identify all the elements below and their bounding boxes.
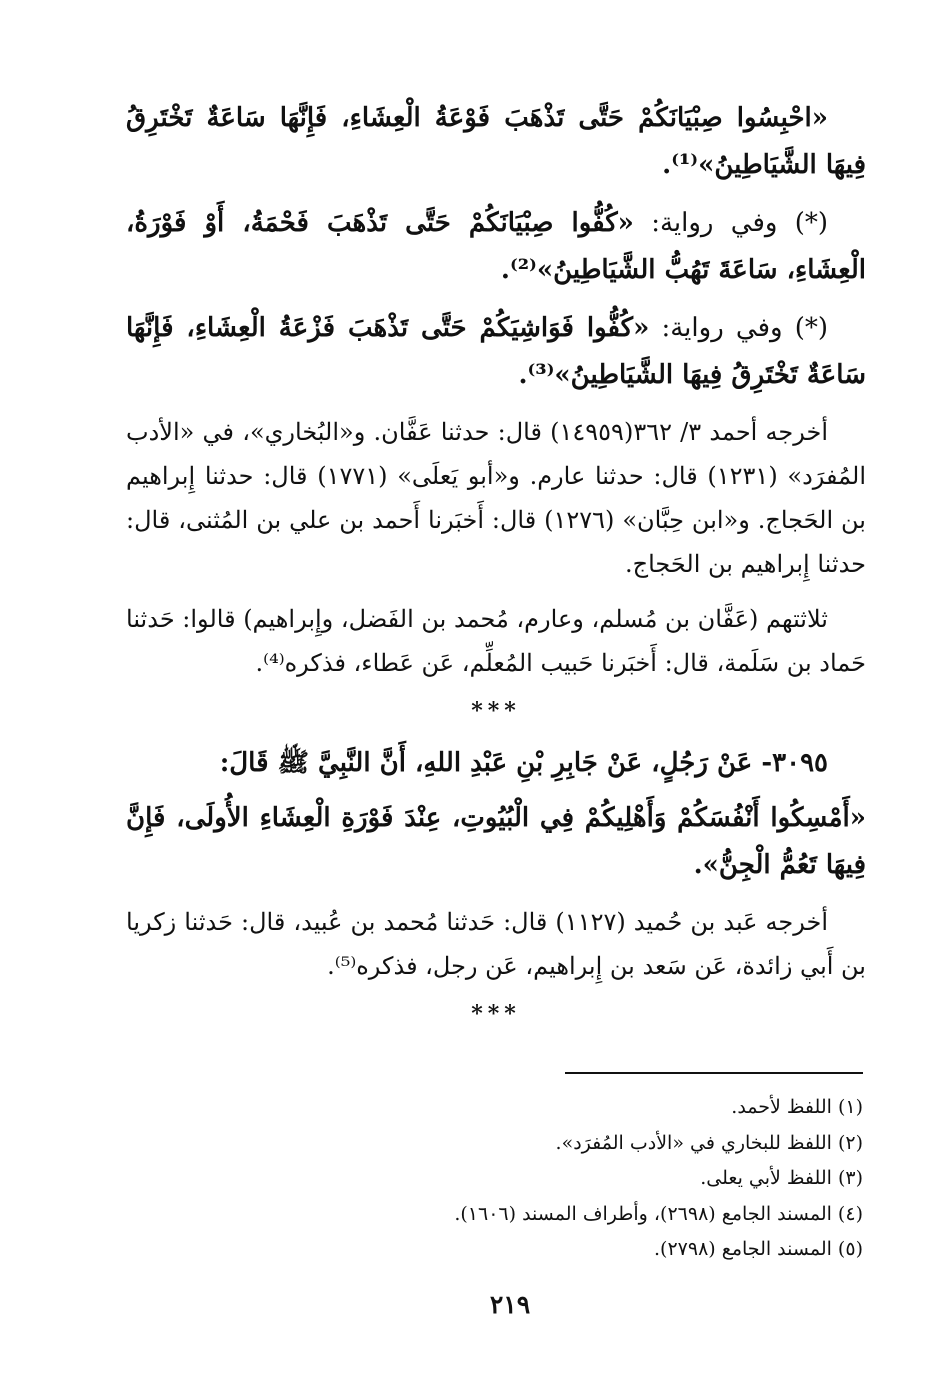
footnote-item: (١) اللفظ لأحمد.: [731, 1096, 863, 1118]
takhrij-2: ثلاثتهم (عَفَّان بن مُسلم، وعارم، مُحمد بن الفَضل، وإِبراهيم) قالوا: حَدثنا حَماد بن سَلَمة، قال: أَخبَرنا حَبيب المُعلِّم، عَن عَطاء، فذكره⁽⁴⁾.: [126, 605, 866, 677]
riwaya-text: «كُفُّوا صِبْيَانَكُمْ حَتَّى تَذْهَبَ فَحْمَةُ، أَوْ فَوْرَةُ، الْعِشَاءِ، سَاعَةَ تَهُبُّ الشَّيَاطِينُ»⁽²⁾.: [126, 208, 866, 285]
hadith-number: ٣٠٩٥-: [752, 748, 828, 778]
riwaya-1: [126, 200, 866, 294]
isnad-text: عَنْ رَجُلٍ، عَنْ جَابِرِ بْنِ عَبْدِ اللهِ، أَنَّ النَّبِيَّ ﷺ قَالَ:: [219, 748, 753, 778]
takhrij-1: أخرجه أحمد ٣/ ٣٦٢(١٤٩٥٩) قال: حدثنا عَفَّان. و«البُخاري»، في «الأدب المُفرَد» (١٢٣١) قال: حدثنا عارم. و«أبو يَعلَى» (١٧٧١) قال: حدثنا إِبراهيم بن الحَجاج. و«ابن حِبَّان» (١٢٧٦) قال: أَخبَرنا أَحمد بن علي بن المُثنى، قال: حدثنا إِبراهيم بن الحَجاج.: [126, 418, 866, 578]
footnote-item: (٥) المسند الجامع (٢٧٩٨).: [654, 1238, 863, 1260]
riwaya-text: «كُفُّوا فَوَاشِيَكُمْ حَتَّى تَذْهَبَ فَزْعَةُ الْعِشَاءِ، فَإِنَّهَا سَاعَةٌ تَخْتَرِقُ فِيهَا الشَّيَاطِينُ»⁽³⁾.: [126, 313, 866, 390]
separator-asterisks: ***: [471, 698, 521, 724]
riwaya-intro: (*) وفي رواية:: [633, 208, 828, 238]
riwaya-2: [126, 305, 866, 399]
main-text: [126, 95, 866, 1043]
page-number: ٢١٩: [489, 1290, 531, 1319]
footnote-rule: [565, 1072, 863, 1074]
footnote-item: (٢) اللفظ للبخاري في «الأدب المُفرَد».: [555, 1131, 863, 1154]
footnotes: [420, 1090, 863, 1268]
hadith-3095-isnad: [126, 740, 866, 787]
footnote-item: (٣) اللفظ لأبي يعلى.: [700, 1167, 863, 1189]
hadith-text-1: «احْبِسُوا صِبْيَانَكُمْ حَتَّى تَذْهَبَ فَوْعَةُ الْعِشَاءِ، فَإِنَّهَا سَاعَةٌ تَخْتَرِقُ فِيهَا الشَّيَاطِينُ»⁽¹⁾.: [126, 103, 866, 180]
hadith-3095-matn: «أَمْسِكُوا أَنْفُسَكُمْ وَأَهْلِيكُمْ فِي الْبُيُوتِ، عِنْدَ فَوْرَةِ الْعِشَاءِ الأُولَى، فَإِنَّ فِيهَا تَعُمُّ الْجِنُّ».: [126, 803, 866, 880]
separator-asterisks: ***: [471, 1001, 521, 1027]
takhrij-3: أخرجه عَبد بن حُميد (١١٢٧) قال: حَدثنا مُحمد بن عُبيد، قال: حَدثنا زكريا بن أَبي زائدة، عَن سَعد بن إِبراهيم، عَن رجل، فذكره⁽⁵⁾.: [126, 908, 866, 980]
footnote-item: (٤) المسند الجامع (٢٦٩٨)، وأطراف المسند (١٦٠٦).: [454, 1202, 863, 1225]
riwaya-intro: (*) وفي رواية:: [649, 313, 829, 343]
